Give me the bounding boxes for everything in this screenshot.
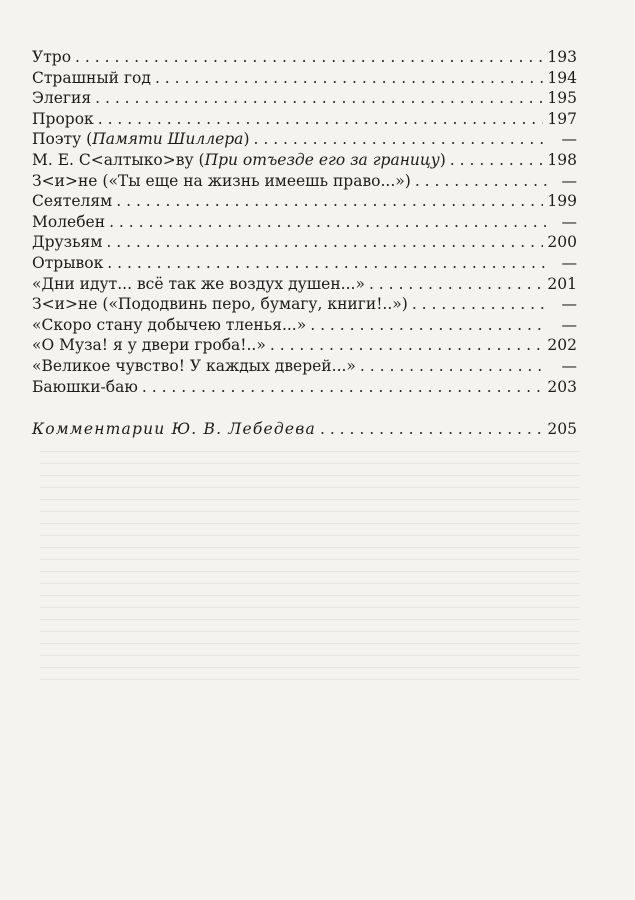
toc-entry-page: 202 bbox=[547, 336, 577, 355]
dot-leader bbox=[412, 294, 547, 315]
toc-entry-title: «Великое чувство! У каждых дверей...» bbox=[32, 356, 356, 375]
dot-leader bbox=[106, 232, 543, 253]
toc-entry[interactable] bbox=[32, 68, 577, 89]
table-of-contents bbox=[32, 47, 577, 440]
dot-leader bbox=[310, 315, 547, 336]
toc-entry[interactable] bbox=[32, 253, 577, 274]
toc-entry-page: 195 bbox=[547, 89, 577, 108]
toc-entry-page: 203 bbox=[547, 377, 577, 396]
dot-leader bbox=[98, 109, 544, 130]
dot-leader bbox=[415, 171, 547, 192]
toc-entry-title: Страшный год bbox=[32, 68, 151, 87]
toc-entry-title: «О Муза! я у двери гроба!..» bbox=[32, 336, 266, 355]
dot-leader bbox=[320, 419, 543, 440]
toc-entry-page: 198 bbox=[547, 150, 577, 169]
toc-entry[interactable] bbox=[32, 232, 577, 253]
toc-entry[interactable] bbox=[32, 212, 577, 233]
dot-leader bbox=[95, 88, 543, 109]
toc-entry-title: З<и>не («Пододвинь перо, бумагу, книги!..») bbox=[32, 295, 408, 314]
toc-entry-title: Комментарии Ю. В. Лебедева bbox=[32, 420, 316, 439]
toc-entry-page: 205 bbox=[547, 420, 577, 439]
dot-leader bbox=[75, 47, 543, 68]
toc-entry[interactable] bbox=[32, 294, 577, 315]
toc-entry-title-italic: Памяти Шиллера bbox=[92, 130, 244, 149]
toc-entry[interactable] bbox=[32, 129, 577, 150]
toc-entry[interactable] bbox=[32, 377, 577, 398]
section-spacer bbox=[32, 397, 577, 419]
toc-entry-page: — bbox=[561, 212, 577, 231]
toc-entry-title: Молебен bbox=[32, 212, 106, 231]
toc-entry-page: 197 bbox=[547, 109, 577, 128]
toc-entry-page: — bbox=[561, 356, 577, 375]
toc-entry-commentary[interactable] bbox=[32, 419, 577, 440]
toc-entry-page: — bbox=[561, 253, 577, 272]
toc-entry[interactable] bbox=[32, 335, 577, 356]
toc-entry-page: — bbox=[561, 295, 577, 314]
toc-entry-title-plain: Поэту ( bbox=[32, 130, 93, 149]
toc-entry[interactable] bbox=[32, 47, 577, 68]
toc-entry-title-plain: М. Е. С<алтыко>ву ( bbox=[32, 150, 205, 169]
toc-entry[interactable] bbox=[32, 315, 577, 336]
toc-entry-page: 201 bbox=[547, 274, 577, 293]
toc-entry[interactable] bbox=[32, 150, 577, 171]
toc-entry-page: — bbox=[561, 171, 577, 190]
toc-entry[interactable] bbox=[32, 356, 577, 377]
toc-entry[interactable] bbox=[32, 274, 577, 295]
dot-leader bbox=[116, 191, 543, 212]
toc-entry-page: 199 bbox=[547, 192, 577, 211]
toc-entry-title: Элегия bbox=[32, 89, 92, 108]
toc-entry-title: Друзьям bbox=[32, 233, 103, 252]
toc-entry-title-tail: ) bbox=[439, 150, 446, 169]
toc-entry-title-tail: ) bbox=[243, 130, 250, 149]
toc-entry-title: Пророк bbox=[32, 109, 94, 128]
dot-leader bbox=[270, 335, 544, 356]
toc-entry-title bbox=[32, 150, 446, 171]
toc-entry[interactable] bbox=[32, 171, 577, 192]
toc-entry-page: — bbox=[561, 315, 577, 334]
toc-entry-title-italic: При отъезде его за границу bbox=[204, 150, 440, 169]
toc-entry-title bbox=[32, 129, 250, 150]
dot-leader bbox=[155, 68, 543, 89]
toc-entry-title: З<и>не («Ты еще на жизнь имеешь право...») bbox=[32, 171, 411, 190]
toc-entry-page: 194 bbox=[547, 68, 577, 87]
toc-entry-title: Баюшки-баю bbox=[32, 377, 138, 396]
toc-entry-title: «Скоро стану добычею тленья...» bbox=[32, 315, 307, 334]
toc-entry[interactable] bbox=[32, 88, 577, 109]
dot-leader bbox=[360, 356, 547, 377]
toc-entry-title: Сеятелям bbox=[32, 192, 113, 211]
dot-leader bbox=[450, 150, 544, 171]
toc-entry[interactable] bbox=[32, 191, 577, 212]
toc-entry-page: — bbox=[561, 130, 577, 149]
toc-entry-page: 193 bbox=[547, 48, 577, 66]
dot-leader bbox=[369, 274, 543, 295]
toc-entry-page: 200 bbox=[547, 233, 577, 252]
toc-entry-title: Утро bbox=[32, 48, 72, 66]
dot-leader bbox=[109, 212, 547, 233]
dot-leader bbox=[142, 377, 544, 398]
toc-entry-title: Отрывок bbox=[32, 253, 104, 272]
dot-leader bbox=[254, 129, 548, 150]
show-through-background bbox=[40, 440, 580, 840]
dot-leader bbox=[107, 253, 547, 274]
toc-entry-title: «Дни идут... всё так же воздух душен...» bbox=[32, 274, 365, 293]
toc-entry[interactable] bbox=[32, 109, 577, 130]
